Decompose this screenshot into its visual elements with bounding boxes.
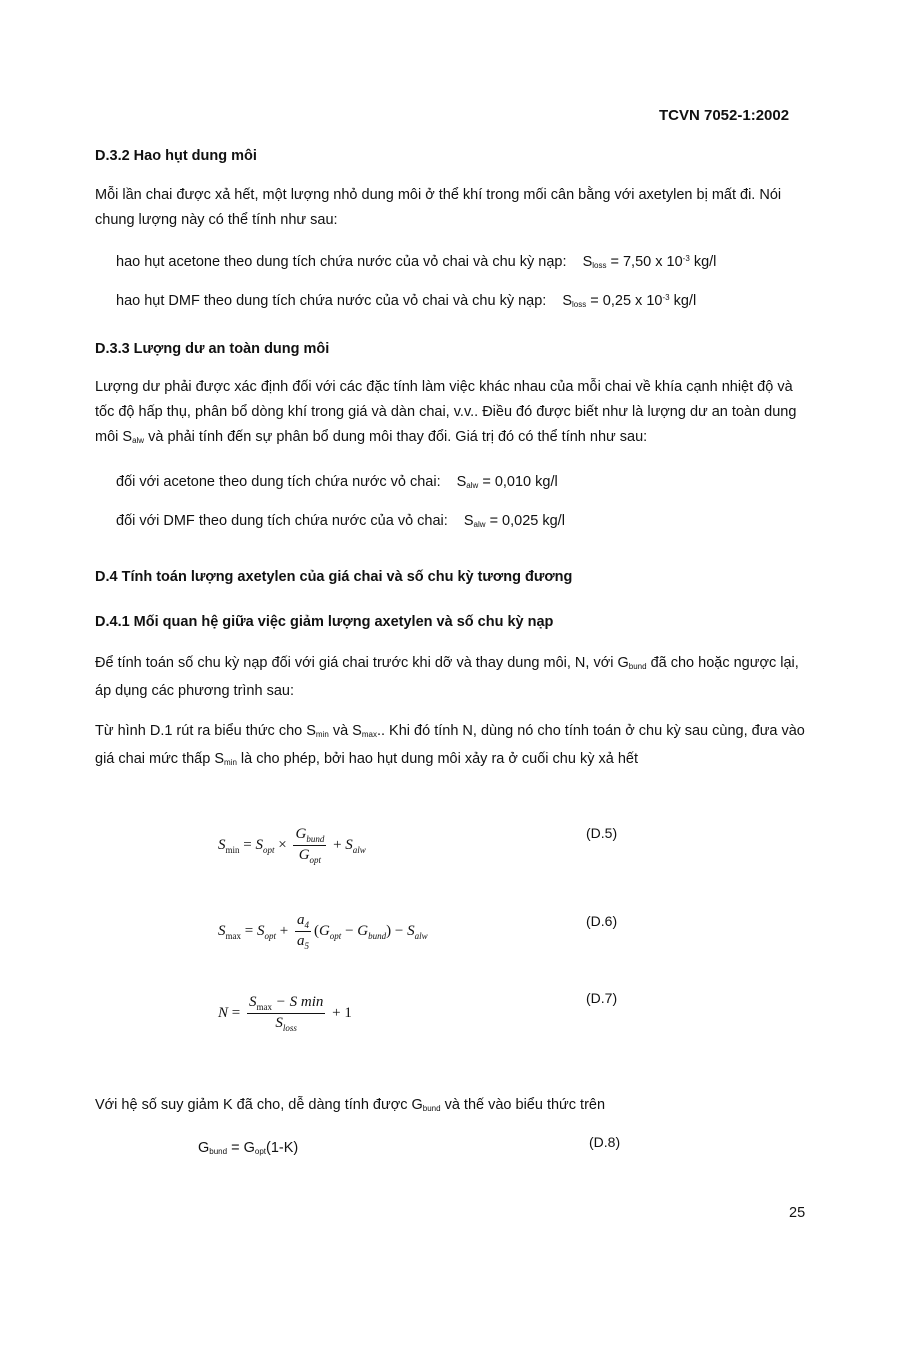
d41-p1-sub: bund	[628, 662, 647, 671]
section-d4-title: D.4 Tính toán lượng axetylen của giá chai và số chu kỳ tương đương	[95, 569, 573, 585]
acetone-loss-exp: -3	[682, 254, 690, 263]
section-d33-title: D.3.3 Lượng dư an toàn dung môi	[95, 341, 330, 357]
equation-d8-number: (D.8)	[589, 1134, 621, 1150]
d41-p1-part-a: Để tính toán số chu kỳ nạp đối với giá chai trước khi dỡ và thay dung môi, N, với G	[95, 655, 629, 671]
acetone-loss-line	[116, 254, 716, 270]
dmf-loss-var: S	[562, 293, 573, 309]
acetone-alw-value: = 0,010 kg/l	[482, 474, 558, 490]
d41-p2-part-c: .. Khi đó tính N, dùng nó cho tính toán ở chu kỳ sau cùng, đưa vào giá chai mức thấp S	[95, 723, 805, 767]
equation-d5-number: (D.5)	[586, 825, 618, 841]
d41-p2-sub2: max	[361, 730, 377, 739]
section-d41-title: D.4.1 Mối quan hệ giữa việc giảm lượng axetylen và số chu kỳ nạp	[95, 614, 554, 630]
dmf-loss-value: = 0,25 x 10	[590, 293, 663, 309]
equation-d5-fraction: $\frac{G_{bund}}{G_{opt}}$	[295, 826, 325, 865]
acetone-loss-unit: kg/l	[693, 254, 717, 270]
acetone-alw-text: đối với acetone theo dung tích chứa nước vỏ chai:	[116, 474, 441, 490]
d41-p2-part-d: là cho phép, bởi hao hụt dung môi xảy ra ở cuối chu kỳ xả hết	[236, 751, 638, 767]
standard-code: TCVN 7052-1:2002	[659, 107, 790, 124]
dmf-alw-text: đối với DMF theo dung tích chứa nước của vỏ chai:	[116, 513, 448, 529]
acetone-alw-line	[116, 474, 558, 490]
dmf-loss-unit: kg/l	[673, 293, 697, 309]
closing-sentence: Với hệ số suy giảm K đã cho, dễ dàng tính được $G_{bund}$ và thế vào biểu thức trên	[95, 1097, 606, 1113]
section-d41-paragraph-1	[95, 651, 807, 704]
acetone-loss-var: S	[582, 254, 593, 270]
dmf-alw-value: = 0,025 kg/l	[489, 513, 565, 529]
d41-p2-sub1: min	[315, 730, 329, 739]
acetone-loss-sub: loss	[592, 261, 607, 270]
equation-d5: $S_{min} = S_{opt}$ × $\frac{G_{bund}}{G_{opt}}$ + $S_{alw}$	[218, 826, 366, 865]
dmf-loss-exp: -3	[662, 293, 670, 302]
equation-d7-number: (D.7)	[586, 990, 618, 1006]
dmf-loss-sub: loss	[572, 300, 587, 309]
acetone-alw-sub: alw	[466, 481, 479, 490]
section-d41-paragraph-2	[95, 719, 807, 775]
dmf-alw-line	[116, 513, 565, 529]
equation-d7-fraction: $\frac{S_{max} - S \min}{S_{loss}}$	[248, 994, 324, 1033]
d33-para-sub: alw	[132, 436, 145, 445]
d33-para-part-a: Lượng dư phải được xác định đối với các đặc tính làm việc khác nhau của mỗi chai về khía cạnh nhiệt độ và tốc độ hấp thụ, phân bổ dòng khí trong giá và dàn chai, v.v.. Điều đó được biết như là lượng dư an toàn dung môi S	[95, 379, 797, 445]
acetone-loss-value: = 7,50 x 10	[610, 254, 683, 270]
d33-para-part-b: và phải tính đến sự phân bổ dung môi thay đổi. Giá trị đó có thể tính như sau:	[144, 429, 648, 445]
equation-d6-fraction: $\frac{a_4}{a_5}$	[296, 912, 309, 951]
acetone-loss-text: hao hụt acetone theo dung tích chứa nước của vỏ chai và chu kỳ nạp:	[116, 254, 567, 270]
section-d32-title: D.3.2 Hao hụt dung môi	[95, 148, 257, 164]
dmf-loss-line	[116, 293, 696, 309]
acetone-alw-var: S	[456, 474, 467, 490]
equation-d8: $G_{bund} = G_{opt}(1-K)$	[198, 1140, 299, 1156]
dmf-alw-var: S	[463, 513, 474, 529]
page-number: 25	[789, 1205, 806, 1221]
d41-p1-part-b: đã cho hoặc ngược lại, áp dụng các phương trình sau:	[95, 655, 799, 699]
dmf-alw-sub: alw	[473, 520, 486, 529]
equation-d6: $S_{max} = S_{opt}$ + $\frac{a_4}{a_5}$ $(G_{opt} - G_{bund}) - S_{alw}$	[218, 912, 428, 951]
d41-p2-part-b: và S	[328, 723, 362, 739]
equation-d7: N = $\frac{S_{max} - S \min}{S_{loss}}$ + 1	[218, 994, 352, 1033]
d41-p2-part-a: Từ hình D.1 rút ra biểu thức cho S	[95, 723, 316, 739]
d41-p2-sub3: min	[224, 758, 237, 767]
dmf-loss-text: hao hụt DMF theo dung tích chứa nước của vỏ chai và chu kỳ nạp:	[116, 293, 547, 309]
equation-d6-number: (D.6)	[586, 913, 618, 929]
section-d33-paragraph	[95, 375, 807, 453]
section-d32-paragraph: Mỗi lần chai được xả hết, một lượng nhỏ dung môi ở thể khí trong mối cân bằng với axetylen bị mất đi. Nói chung lượng này có thể tính như sau:	[95, 187, 782, 228]
